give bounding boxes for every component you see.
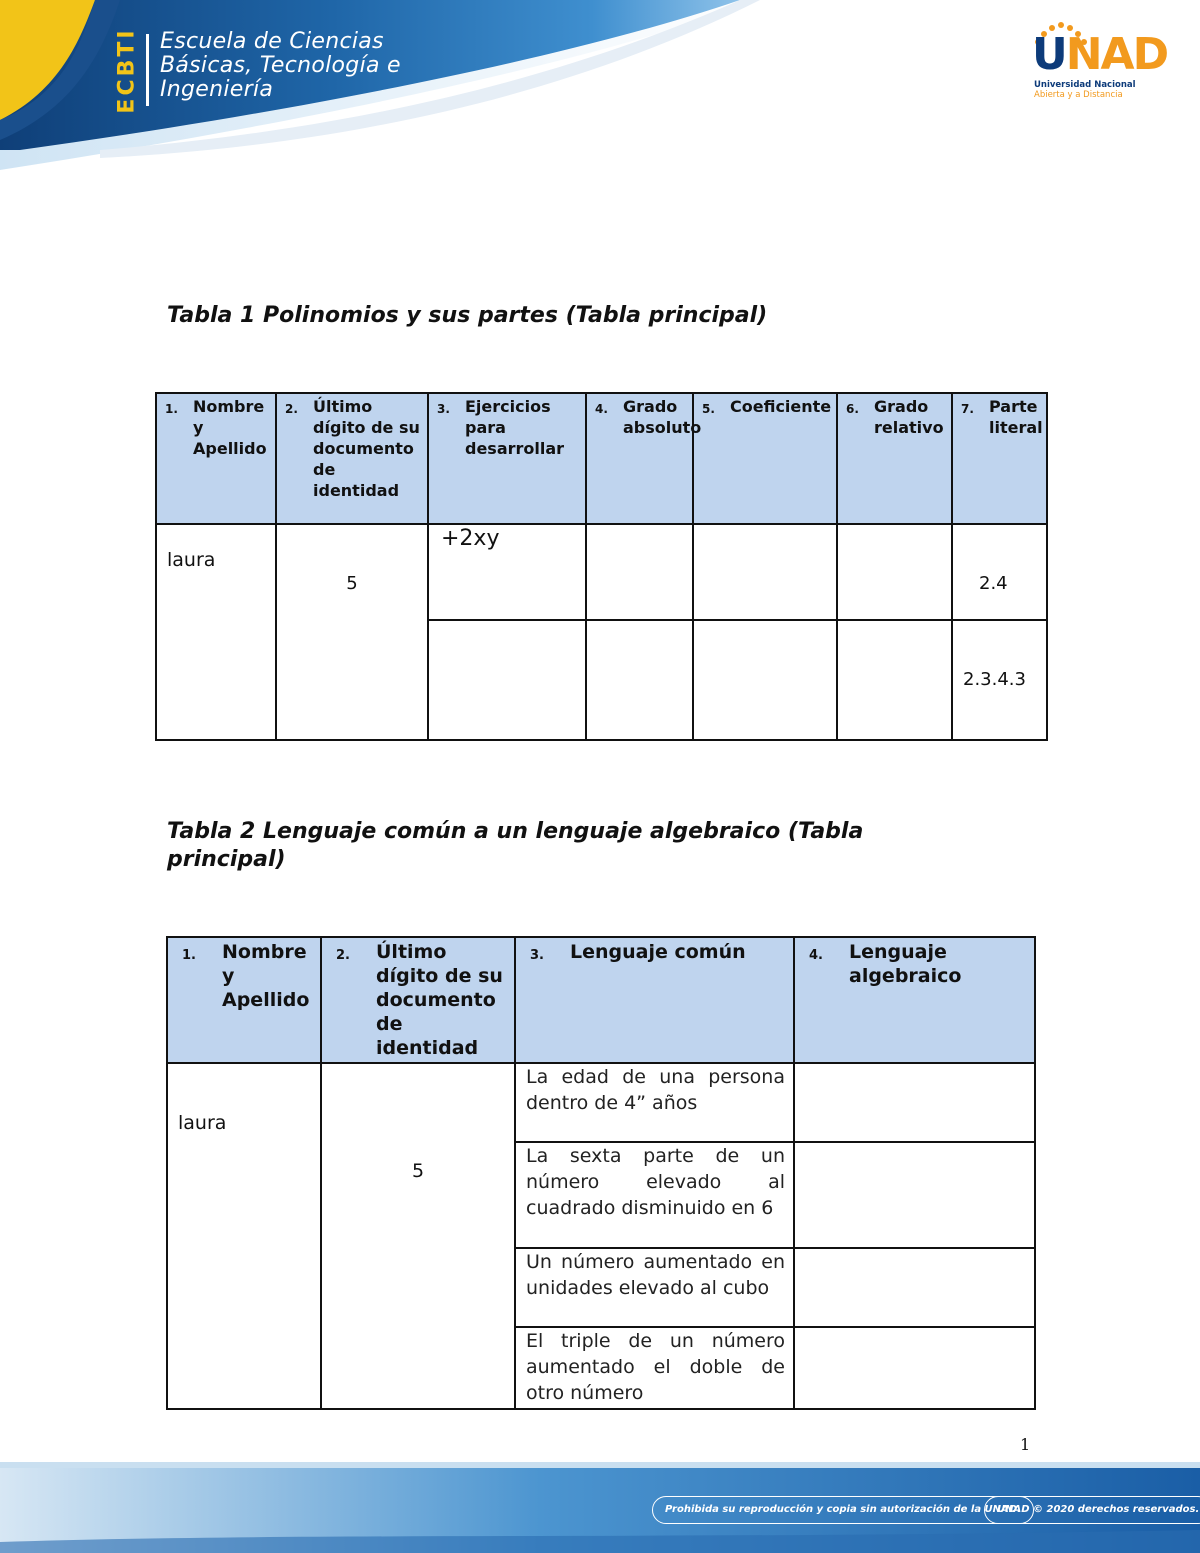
t1-header-grado-relativo (837, 393, 952, 524)
t2-cell-comun (515, 1142, 794, 1248)
table2-caption: Tabla 2 Lenguaje común a un lenguaje algebraico (Tabla principal) (167, 819, 864, 872)
t1-cell-grado-relativo (837, 524, 952, 620)
acronym-vertical (112, 26, 142, 114)
t2-digit-value: 5 (411, 1160, 425, 1182)
t1-header-parte-literal (952, 393, 1047, 524)
t2-cell-comun (515, 1327, 794, 1409)
header-number: 2. (285, 402, 298, 416)
header-number: 1. (182, 948, 196, 963)
acronym-divider (146, 34, 149, 106)
school-name-line1: Escuela de Ciencias (160, 29, 384, 54)
header-number: 5. (702, 402, 715, 416)
t2-comun-value: El triple de un número aumentado el doble de otro número (526, 1330, 785, 1404)
table-polinomios (155, 392, 1048, 741)
school-name-line2: Básicas, Tecnología e (160, 53, 401, 78)
header-label: Coeficiente (730, 397, 832, 416)
t2-cell-algebraico (794, 1248, 1035, 1327)
school-name-line3: Ingeniería (160, 77, 274, 102)
t1-header-digito (276, 393, 428, 524)
footer-notice: Prohibida su reproducción y copia sin autorización de la UNAD. (652, 1496, 1034, 1524)
table1-caption: Tabla 1 Polinomios y sus partes (Tabla principal) (167, 303, 768, 328)
t1-literal-value: 2.3.4.3 (963, 669, 1026, 690)
logo-subtitle-line1: Universidad Nacional (1034, 80, 1136, 90)
t1-cell-grado-absoluto (586, 620, 693, 740)
t1-cell-coeficiente (693, 524, 837, 620)
footer-copyright: UNAD © 2020 derechos reservados. (984, 1496, 1200, 1524)
t2-name-value: laura (178, 1112, 227, 1134)
t1-cell-digito (276, 524, 428, 740)
header-label: Nombre y Apellido (193, 397, 267, 458)
t1-exercise-value: +2xy (441, 526, 500, 551)
t1-cell-nombre (156, 524, 276, 740)
header-number: 4. (809, 948, 823, 963)
table-row (156, 524, 1047, 620)
t1-header-nombre (156, 393, 276, 524)
header-number: 1. (165, 402, 178, 416)
t2-comun-value: La edad de una persona dentro de 4” años (526, 1066, 785, 1114)
t1-cell-ejercicio (428, 620, 586, 740)
logo-letters-nad: NAD (1065, 29, 1168, 80)
header-label: Nombre y Apellido (222, 941, 310, 1011)
table-row (167, 1063, 1035, 1142)
header-label: Ejercicios para desarrollar (465, 397, 565, 458)
logo-wordmark (1032, 29, 1168, 80)
table2-header-row (167, 937, 1035, 1063)
page-header (0, 0, 1200, 190)
t2-comun-value: Un número aumentado en unidades elevado al cubo (526, 1251, 798, 1299)
header-number: 4. (595, 402, 608, 416)
t1-cell-parte-literal (952, 524, 1047, 620)
t2-comun-value: La sexta parte de un número elevado al cuadrado disminuido en 6 (526, 1145, 785, 1219)
t1-literal-value: 2.4 (979, 573, 1008, 594)
header-number: 3. (437, 402, 450, 416)
t2-cell-algebraico (794, 1327, 1035, 1409)
t2-cell-comun (515, 1248, 798, 1327)
t1-header-grado-absoluto (586, 393, 702, 524)
t2-cell-algebraico (794, 1063, 1035, 1142)
t1-cell-grado-relativo (837, 620, 952, 740)
header-label: Grado absoluto (623, 397, 702, 437)
header-label: Lenguaje común (570, 941, 746, 963)
header-label: Grado relativo (874, 397, 944, 437)
header-label: Último dígito de su documento de identidad (313, 397, 420, 500)
header-number: 3. (530, 948, 544, 963)
t2-cell-nombre (167, 1063, 321, 1409)
t2-cell-comun (515, 1063, 794, 1142)
acronym-text: ECBTI (114, 26, 140, 114)
t1-header-coeficiente (693, 393, 837, 524)
t1-cell-ejercicio (428, 524, 586, 620)
t2-header-comun (515, 937, 794, 1063)
t1-name-value: laura (167, 549, 216, 571)
t2-header-nombre (167, 937, 321, 1063)
header-label: Último dígito de su documento de identidad (376, 941, 503, 1059)
unad-logo (1030, 20, 1168, 110)
t2-header-digito (321, 937, 515, 1063)
logo-subtitle-line2: Abierta y a Distancia (1034, 90, 1123, 100)
header-label: Parte literal (989, 397, 1043, 437)
t1-cell-coeficiente (693, 620, 837, 740)
t1-digit-value: 5 (346, 573, 358, 594)
t2-cell-digito (321, 1063, 515, 1409)
page-number: 1 (1020, 1435, 1031, 1454)
logo-subtitle (1034, 80, 1136, 100)
table1-header-row (156, 393, 1047, 524)
t1-cell-parte-literal (952, 620, 1047, 740)
school-name (160, 30, 401, 102)
t1-header-ejercicios (428, 393, 586, 524)
table-lenguaje (166, 936, 1036, 1410)
t1-cell-grado-absoluto (586, 524, 693, 620)
header-number: 2. (336, 948, 350, 963)
header-number: 6. (846, 402, 859, 416)
t2-cell-algebraico (794, 1142, 1035, 1248)
logo-letter-u: U (1032, 29, 1066, 80)
header-number: 7. (961, 402, 974, 416)
header-label: Lenguaje algebraico (849, 941, 962, 987)
t2-header-algebraico (794, 937, 1035, 1063)
